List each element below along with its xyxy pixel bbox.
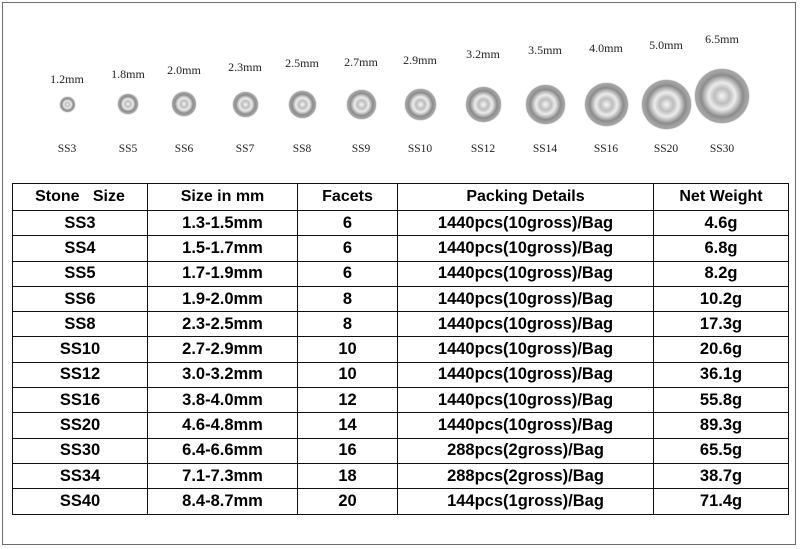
cell-facets: 8	[298, 286, 398, 311]
stone-mm-label: 4.0mm	[589, 41, 623, 55]
cell-facets: 6	[298, 261, 398, 286]
table-row	[13, 261, 789, 286]
cell-stone-size: SS30	[13, 438, 148, 463]
cell-packing: 1440pcs(10gross)/Bag	[398, 388, 654, 413]
header-net-weight: Net Weight	[654, 184, 789, 211]
stone-spec-table	[12, 183, 789, 515]
rhinestone-icon	[60, 97, 75, 112]
header-size-mm: Size in mm	[148, 184, 298, 211]
cell-packing: 1440pcs(10gross)/Bag	[398, 413, 654, 438]
cell-facets: 6	[298, 211, 398, 236]
cell-size-mm: 3.0-3.2mm	[148, 362, 298, 387]
rhinestone-icon	[233, 92, 258, 117]
cell-size-mm: 1.5-1.7mm	[148, 236, 298, 261]
rhinestone-icon	[526, 85, 565, 124]
cell-stone-size: SS10	[13, 337, 148, 362]
rhinestone-icon	[172, 92, 196, 116]
stone-mm-label: 2.9mm	[403, 53, 437, 67]
stone-mm-label: 2.5mm	[285, 56, 319, 70]
cell-packing: 1440pcs(10gross)/Bag	[398, 286, 654, 311]
cell-packing: 1440pcs(10gross)/Bag	[398, 236, 654, 261]
table-row	[13, 489, 789, 514]
stone-code-label: SS20	[653, 143, 679, 155]
stone-code-label: SS7	[235, 143, 255, 155]
cell-packing: 288pcs(2gross)/Bag	[398, 438, 654, 463]
cell-packing: 144pcs(1gross)/Bag	[398, 489, 654, 514]
table-row	[13, 286, 789, 311]
cell-packing: 288pcs(2gross)/Bag	[398, 463, 654, 488]
rhinestone-icon	[695, 69, 749, 123]
rhinestone-icon	[289, 91, 316, 118]
cell-size-mm: 1.9-2.0mm	[148, 286, 298, 311]
rhinestone-icon	[466, 87, 501, 122]
cell-net-weight: 4.6g	[654, 211, 789, 236]
cell-packing: 1440pcs(10gross)/Bag	[398, 261, 654, 286]
rhinestone-icon	[347, 90, 376, 119]
table-row	[13, 362, 789, 387]
cell-net-weight: 20.6g	[654, 337, 789, 362]
cell-size-mm: 3.8-4.0mm	[148, 388, 298, 413]
table-row	[13, 312, 789, 337]
table-row	[13, 388, 789, 413]
table-header-row	[13, 184, 789, 211]
rhinestone-icon	[405, 89, 436, 120]
cell-facets: 12	[298, 388, 398, 413]
cell-packing: 1440pcs(10gross)/Bag	[398, 362, 654, 387]
cell-stone-size: SS34	[13, 463, 148, 488]
cell-size-mm: 4.6-4.8mm	[148, 413, 298, 438]
cell-size-mm: 8.4-8.7mm	[148, 489, 298, 514]
cell-net-weight: 8.2g	[654, 261, 789, 286]
stone-mm-label: 2.0mm	[167, 63, 201, 77]
stone-code-label: SS16	[593, 143, 619, 155]
cell-facets: 20	[298, 489, 398, 514]
cell-net-weight: 17.3g	[654, 312, 789, 337]
cell-size-mm: 6.4-6.6mm	[148, 438, 298, 463]
stone-code-label: SS5	[118, 143, 138, 155]
rhinestone-icon	[118, 94, 138, 114]
cell-packing: 1440pcs(10gross)/Bag	[398, 337, 654, 362]
header-facets: Facets	[298, 184, 398, 211]
stone-code-label: SS3	[57, 143, 77, 155]
stone-mm-label: 2.3mm	[228, 60, 262, 74]
cell-stone-size: SS3	[13, 211, 148, 236]
cell-packing: 1440pcs(10gross)/Bag	[398, 312, 654, 337]
stone-mm-label: 1.2mm	[50, 72, 84, 86]
stone-code-label: SS30	[709, 143, 735, 155]
stone-code-label: SS6	[174, 143, 194, 155]
table-row	[13, 211, 789, 236]
cell-stone-size: SS16	[13, 388, 148, 413]
cell-stone-size: SS6	[13, 286, 148, 311]
cell-net-weight: 89.3g	[654, 413, 789, 438]
cell-size-mm: 2.3-2.5mm	[148, 312, 298, 337]
header-packing: Packing Details	[398, 184, 654, 211]
cell-size-mm: 1.3-1.5mm	[148, 211, 298, 236]
cell-net-weight: 6.8g	[654, 236, 789, 261]
cell-net-weight: 71.4g	[654, 489, 789, 514]
stone-mm-label: 3.2mm	[466, 47, 500, 61]
cell-facets: 16	[298, 438, 398, 463]
table-row	[13, 438, 789, 463]
cell-facets: 10	[298, 362, 398, 387]
cell-stone-size: SS5	[13, 261, 148, 286]
stone-mm-label: 1.8mm	[111, 67, 145, 81]
cell-stone-size: SS40	[13, 489, 148, 514]
cell-stone-size: SS12	[13, 362, 148, 387]
stone-code-label: SS12	[470, 143, 496, 155]
stone-mm-label: 5.0mm	[649, 38, 683, 52]
cell-net-weight: 55.8g	[654, 388, 789, 413]
cell-net-weight: 10.2g	[654, 286, 789, 311]
cell-facets: 8	[298, 312, 398, 337]
stone-code-label: SS9	[351, 143, 371, 155]
stone-code-label: SS14	[532, 143, 558, 155]
rhinestone-icon	[585, 83, 628, 126]
cell-packing: 1440pcs(10gross)/Bag	[398, 211, 654, 236]
rhinestone-icon	[642, 80, 691, 129]
table-row	[13, 236, 789, 261]
cell-size-mm: 7.1-7.3mm	[148, 463, 298, 488]
cell-net-weight: 65.5g	[654, 438, 789, 463]
cell-net-weight: 36.1g	[654, 362, 789, 387]
cell-size-mm: 2.7-2.9mm	[148, 337, 298, 362]
cell-net-weight: 38.7g	[654, 463, 789, 488]
cell-facets: 10	[298, 337, 398, 362]
cell-facets: 14	[298, 413, 398, 438]
stone-code-label: SS8	[292, 143, 312, 155]
stone-mm-label: 6.5mm	[705, 32, 739, 46]
stone-mm-label: 2.7mm	[344, 55, 378, 69]
table-row	[13, 413, 789, 438]
cell-size-mm: 1.7-1.9mm	[148, 261, 298, 286]
table-row	[13, 463, 789, 488]
table-row	[13, 337, 789, 362]
cell-facets: 18	[298, 463, 398, 488]
cell-stone-size: SS4	[13, 236, 148, 261]
stone-size-chart	[0, 0, 800, 180]
cell-facets: 6	[298, 236, 398, 261]
header-stone-size: Stone Size	[13, 184, 148, 211]
cell-stone-size: SS20	[13, 413, 148, 438]
stone-mm-label: 3.5mm	[528, 43, 562, 57]
stone-code-label: SS10	[407, 143, 433, 155]
cell-stone-size: SS8	[13, 312, 148, 337]
